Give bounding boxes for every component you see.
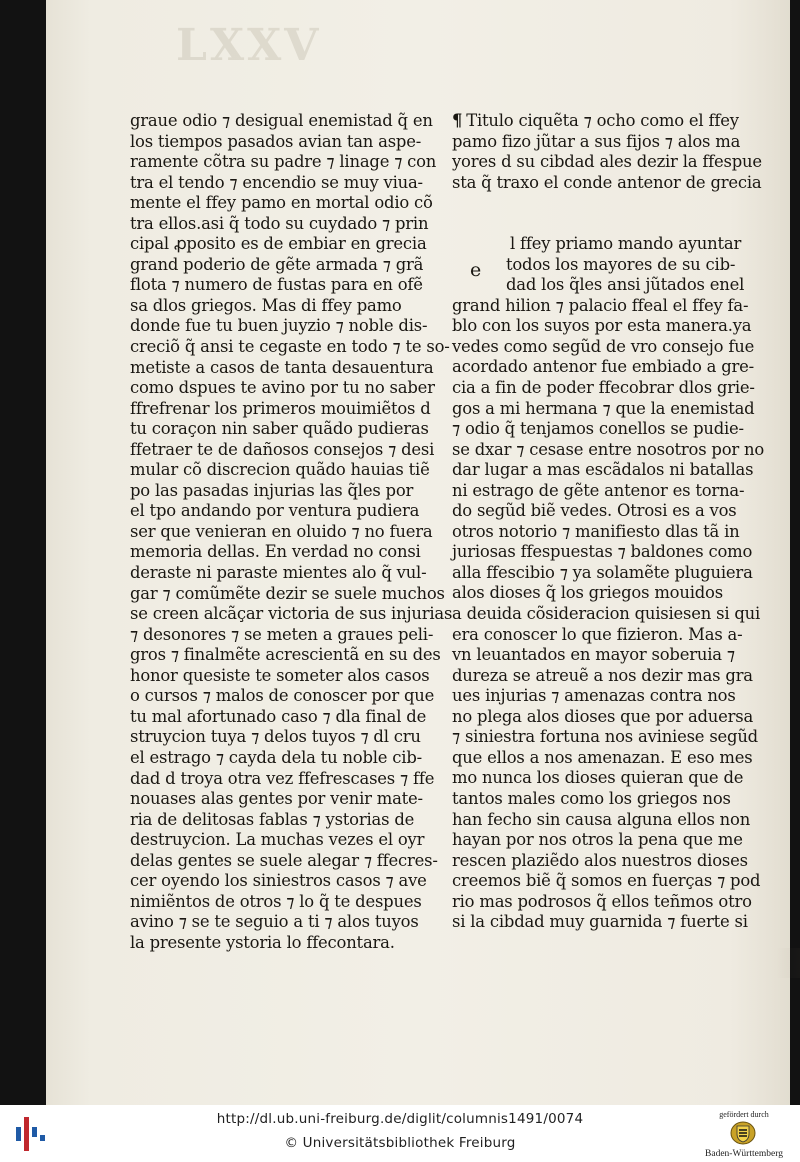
text-line: a deuida cõsideracion quisiesen si qui xyxy=(452,604,761,624)
text-line: cia a fin de poder ffecobrar dlos grie- xyxy=(452,378,755,398)
text-line: do segũd biẽ vedes. Otrosi es a vos xyxy=(452,501,737,521)
text-line: ser que venieran en oluido ⁊ no fuera xyxy=(130,521,433,541)
viewer-footer xyxy=(0,1105,800,1162)
text-line: tu mal afortunado caso ⁊ dla final de xyxy=(130,706,427,726)
text-line: el tpo andando por ventura pudiera xyxy=(130,501,420,521)
text-line: era conoscer lo que fizieron. Mas a- xyxy=(452,624,743,644)
text-line: dureza se atreuẽ a nos dezir mas gra xyxy=(452,665,753,685)
text-line: ni estrago de gẽte antenor es torna- xyxy=(452,480,745,500)
text-line: el estrago ⁊ cayda dela tu noble cib- xyxy=(130,747,422,767)
text-line: o cursos ⁊ malos de conoscer por que xyxy=(130,686,435,706)
text-line: acordado antenor fue embiado a gre- xyxy=(452,357,754,377)
text-line: struycion tuya ⁊ delos tuyos ⁊ dl cru xyxy=(130,727,421,747)
copyright-notice: © Universitätsbibliothek Freiburg xyxy=(284,1135,516,1151)
chapter-body xyxy=(452,295,765,933)
text-line: ⁊ siniestra fortuna nos aviniese segũd xyxy=(452,727,758,747)
text-line: como dspues te avino por tu no saber xyxy=(130,378,435,398)
chapter-heading xyxy=(452,111,762,193)
heading-text: Titulo ciquẽta ⁊ ocho como el ffey xyxy=(466,111,739,130)
left-text-column xyxy=(130,111,453,953)
text-line: sa dlos griegos. Mas di ffey pamo xyxy=(130,295,402,315)
guide-letter: e xyxy=(470,259,482,281)
text-line: cer oyendo los siniestros casos ⁊ ave xyxy=(130,871,427,891)
text-line: graue odio ⁊ desigual enemistad q̃ en xyxy=(130,111,433,130)
heading-spacer xyxy=(452,193,752,234)
text-line: alla ffescibio ⁊ ya solamẽte pluguiera xyxy=(452,562,753,582)
text-line: destruycion. La muchas vezes el oyr xyxy=(130,830,425,850)
text-line: ffrefrenar los primeros mouimiẽtos d xyxy=(130,398,431,418)
text-line: dad d troya otra vez ffefrescases ⁊ ffe xyxy=(130,768,435,788)
text-line: se creen alcãçar victoria de sus injurias xyxy=(130,604,453,624)
text-line: avino ⁊ se te seguio a ti ⁊ alos tuyos xyxy=(130,912,419,932)
text-line: nouases alas gentes por venir mate- xyxy=(130,789,423,809)
text-line: tra el tendo ⁊ encendio se muy viua- xyxy=(130,172,423,192)
text-line: los tiempos pasados avian tan aspe- xyxy=(130,131,422,151)
text-line: cipal ꝓposito es de embiar en grecia xyxy=(130,234,427,254)
text-line: se dxar ⁊ cesase entre nosotros por no xyxy=(452,439,765,459)
text-line: tra ellos.asi q̃ todo su cuydado ⁊ prin xyxy=(130,213,429,233)
show-through-heading: LXXV xyxy=(176,20,322,71)
text-line: todos los mayores de su cib- xyxy=(506,254,736,274)
text-line: ues injurias ⁊ amenazas contra nos xyxy=(452,686,736,706)
pilcrow-icon: ¶ xyxy=(452,111,463,130)
heading-line: yores d su cibdad ales dezir la ffespue xyxy=(452,152,762,172)
text-line: ffetraer te de dañosos consejos ⁊ desi xyxy=(130,439,435,459)
page-edge-shadow xyxy=(776,948,800,978)
text-line: gros ⁊ finalmẽte acrescientã en su des xyxy=(130,645,441,665)
text-line: ria de delitosas fablas ⁊ ystorias de xyxy=(130,809,415,829)
text-line: vedes como segũd de vro consejo fue xyxy=(452,336,755,356)
text-line: ramente cõtra su padre ⁊ linage ⁊ con xyxy=(130,152,437,172)
text-line: deraste ni paraste mientes alo q̃ vul- xyxy=(130,563,427,583)
text-line: han fecho sin causa alguna ellos non xyxy=(452,809,751,829)
permalink-url[interactable]: http://dl.ub.uni-freiburg.de/diglit/columnis1491/0074 xyxy=(216,1111,584,1127)
text-line: otros notorio ⁊ manifiesto dlas tã in xyxy=(452,521,740,541)
text-line: ⁊ desonores ⁊ se meten a graues peli- xyxy=(130,624,434,644)
text-line: dad los q̃les ansi jũtados enel xyxy=(506,275,745,295)
heading-line xyxy=(452,111,752,132)
text-line: tu coraçon nin saber quãdo pudieras xyxy=(130,419,429,439)
text-line: mente el ffey pamo en mortal odio cõ xyxy=(130,193,433,213)
text-line: que ellos a nos amenazan. E eso mes xyxy=(452,747,753,767)
text-line: nimiẽntos de otros ⁊ lo q̃ te despues xyxy=(130,891,422,911)
text-line: honor quesiste te someter alos casos xyxy=(130,665,430,685)
text-line: grand poderio de gẽte armada ⁊ grã xyxy=(130,254,424,274)
text-line: donde fue tu buen juyzio ⁊ noble dis- xyxy=(130,316,428,336)
text-line: juriosas ffespuestas ⁊ baldones como xyxy=(452,542,753,562)
text-line: mo nunca los dioses quieran que de xyxy=(452,768,744,788)
text-line: creemos biẽ q̃ somos en fuerças ⁊ pod xyxy=(452,871,761,891)
sponsor-badge xyxy=(692,1107,796,1161)
text-line: rescen plaziẽdo alos nuestros dioses xyxy=(452,850,748,870)
text-line: alos dioses q̃ los griegos mouidos xyxy=(452,583,723,603)
sponsor-label: gefördert durch xyxy=(719,1110,769,1119)
text-line: vn leuantados en mayor soberuia ⁊ xyxy=(452,645,735,665)
text-line: dar lugar a mas escãdalos ni batallas xyxy=(452,460,754,480)
sponsor-region: Baden-Württemberg xyxy=(705,1149,783,1159)
text-line: la presente ystoria lo ffecontara. xyxy=(130,932,395,952)
text-line: creciõ q̃ ansi te cegaste en todo ⁊ te so- xyxy=(130,337,450,357)
text-line: po las pasadas injurias las q̃les por xyxy=(130,480,414,500)
text-line: l ffey priamo mando ayuntar xyxy=(510,234,742,254)
text-line: delas gentes se suele alegar ⁊ ffecres- xyxy=(130,850,438,870)
text-line: flota ⁊ numero de fustas para en ofẽ xyxy=(130,275,423,295)
text-line: memoria dellas. En verdad no consi xyxy=(130,542,421,562)
text-line: no plega alos dioses que por aduersa xyxy=(452,706,754,726)
text-line: gar ⁊ comũmẽte dezir se suele muchos xyxy=(130,583,445,603)
coat-of-arms-icon xyxy=(730,1121,756,1145)
heading-line: pamo fizo jũtar a sus fijos ⁊ alos ma xyxy=(452,131,741,151)
text-line: si la cibdad muy guarnida ⁊ fuerte si xyxy=(452,912,748,932)
text-line: mular cõ discrecion quãdo hauias tiẽ xyxy=(130,460,430,480)
text-line: metiste a casos de tanta desauentura xyxy=(130,357,434,377)
text-line: gos a mi hermana ⁊ que la enemistad xyxy=(452,398,755,418)
right-text-column xyxy=(452,111,765,933)
indented-opening-lines xyxy=(452,234,752,296)
text-line: grand hilion ⁊ palacio ffeal el ffey fa- xyxy=(452,295,749,315)
text-line: hayan por nos otros la pena que me xyxy=(452,830,743,850)
text-line: ⁊ odio q̃ tenjamos conellos se pudie- xyxy=(452,419,744,439)
text-line: rio mas podrosos q̃ ellos teñmos otro xyxy=(452,891,752,911)
heading-line: sta q̃ traxo el conde antenor de grecia xyxy=(452,172,762,192)
text-line: tantos males como los griegos nos xyxy=(452,788,731,808)
text-line: blo con los suyos por esta manera.ya xyxy=(452,316,752,336)
